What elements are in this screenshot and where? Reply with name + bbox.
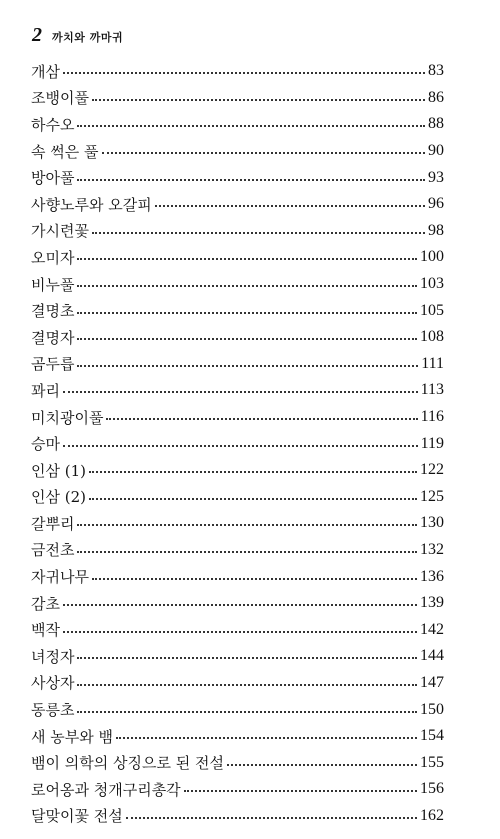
toc-entry-title: 승마: [31, 435, 60, 454]
dot-leader: [89, 470, 417, 473]
dot-leader: [63, 390, 418, 393]
toc-entry-title: 자귀나무: [31, 568, 89, 587]
dot-leader: [77, 656, 417, 659]
toc-entry-title: 감초: [31, 594, 60, 613]
toc-entry-page: 100: [420, 248, 444, 266]
toc-entry-title: 가시련꽃: [31, 222, 89, 241]
toc-entry-page: 116: [420, 408, 444, 426]
table-of-contents: [31, 58, 444, 829]
toc-entry: [31, 351, 444, 378]
toc-entry-page: 162: [420, 806, 444, 824]
dot-leader: [92, 231, 425, 234]
toc-entry-title: 달맞이꽃 전설: [31, 807, 123, 826]
page-header: [32, 24, 123, 47]
dot-leader: [77, 683, 417, 686]
toc-entry: [31, 218, 444, 245]
toc-entry: [31, 643, 444, 670]
toc-entry-page: 139: [420, 594, 444, 612]
toc-entry-title: 곰두릅: [31, 355, 75, 374]
toc-entry-title: 결명자: [31, 328, 75, 347]
toc-entry-title: 비누풀: [31, 275, 75, 294]
toc-entry-title: 동릉초: [31, 701, 75, 720]
toc-entry-title: 사향노루와 오갈피: [31, 195, 152, 214]
dot-leader: [77, 284, 417, 287]
dot-leader: [77, 550, 417, 553]
page-number: 2: [32, 24, 42, 46]
toc-entry-page: 86: [428, 88, 444, 106]
dot-leader: [63, 444, 418, 447]
toc-entry: [31, 191, 444, 218]
dot-leader: [77, 337, 417, 340]
dot-leader: [89, 497, 417, 500]
toc-entry-title: 로어옹과 청개구리총각: [31, 780, 181, 799]
toc-entry-page: 132: [420, 540, 444, 558]
toc-entry-page: 88: [428, 115, 444, 133]
toc-entry-title: 오미자: [31, 248, 75, 267]
toc-entry: [31, 271, 444, 298]
toc-entry: [31, 563, 444, 590]
toc-entry-title: 속 썩은 풀: [31, 142, 99, 161]
toc-entry-title: 녀정자: [31, 647, 75, 666]
toc-entry: [31, 297, 444, 324]
toc-entry: [31, 749, 444, 776]
dot-leader: [92, 98, 425, 101]
dot-leader: [77, 178, 425, 181]
dot-leader: [184, 789, 417, 792]
toc-entry: [31, 670, 444, 697]
dot-leader: [63, 630, 417, 633]
toc-entry: [31, 457, 444, 484]
toc-entry: [31, 776, 444, 803]
dot-leader: [77, 311, 417, 314]
dot-leader: [126, 816, 417, 819]
toc-entry-page: 144: [420, 647, 444, 665]
toc-entry-title: 미치광이풀: [31, 408, 104, 427]
toc-entry-title: 방아풀: [31, 169, 75, 188]
toc-entry-title: 새 농부와 뱀: [31, 727, 113, 746]
dot-leader: [77, 523, 417, 526]
toc-entry: [31, 404, 444, 431]
toc-entry-page: 119: [420, 434, 444, 452]
toc-entry: [31, 138, 444, 165]
toc-entry-page: 105: [420, 301, 444, 319]
toc-entry-title: 조뱅이풀: [31, 89, 89, 108]
toc-entry: [31, 510, 444, 537]
toc-entry: [31, 803, 444, 830]
toc-entry-title: 갈뿌리: [31, 514, 75, 533]
toc-entry-page: 156: [420, 780, 444, 798]
dot-leader: [63, 71, 425, 74]
toc-entry: [31, 696, 444, 723]
toc-entry-page: 83: [428, 62, 444, 80]
toc-entry-page: 96: [428, 195, 444, 213]
toc-entry-page: 103: [420, 275, 444, 293]
toc-entry: [31, 324, 444, 351]
toc-entry-title: 하수오: [31, 115, 75, 134]
dot-leader: [102, 151, 426, 154]
toc-entry-title: 개삼: [31, 62, 60, 81]
toc-entry-page: 147: [420, 673, 444, 691]
running-title: 까치와 까마귀: [52, 31, 124, 44]
toc-entry-page: 98: [428, 221, 444, 239]
dot-leader: [77, 364, 418, 367]
dot-leader: [77, 124, 425, 127]
toc-entry-page: 130: [420, 514, 444, 532]
toc-entry: [31, 590, 444, 617]
toc-entry-page: 108: [420, 328, 444, 346]
toc-entry-title: 백작: [31, 621, 60, 640]
dot-leader: [116, 736, 417, 739]
toc-entry-title: 꽈리: [31, 381, 60, 400]
dot-leader: [77, 710, 417, 713]
toc-entry-page: 155: [420, 753, 444, 771]
toc-entry: [31, 244, 444, 271]
toc-entry-title: 인삼 (2): [31, 488, 86, 507]
toc-entry: [31, 85, 444, 112]
toc-entry-title: 인삼 (1): [31, 461, 86, 480]
toc-entry-title: 사상자: [31, 674, 75, 693]
toc-entry-page: 136: [420, 567, 444, 585]
dot-leader: [227, 763, 417, 766]
toc-entry-title: 결명초: [31, 302, 75, 321]
toc-entry: [31, 616, 444, 643]
toc-entry-page: 111: [421, 354, 444, 372]
dot-leader: [63, 603, 417, 606]
toc-entry-title: 금전초: [31, 541, 75, 560]
toc-entry-page: 122: [420, 461, 444, 479]
toc-entry-title: 뱀이 의학의 상징으로 된 전설: [31, 754, 224, 773]
dot-leader: [106, 417, 417, 420]
toc-entry: [31, 537, 444, 564]
toc-entry-page: 150: [420, 700, 444, 718]
toc-entry-page: 125: [420, 487, 444, 505]
toc-entry: [31, 484, 444, 511]
toc-entry: [31, 111, 444, 138]
dot-leader: [92, 577, 417, 580]
dot-leader: [155, 204, 425, 207]
toc-entry: [31, 58, 444, 85]
toc-entry-page: 142: [420, 620, 444, 638]
toc-entry: [31, 164, 444, 191]
toc-entry: [31, 723, 444, 750]
toc-entry: [31, 430, 444, 457]
toc-entry-page: 93: [428, 168, 444, 186]
toc-entry-page: 154: [420, 727, 444, 745]
dot-leader: [77, 257, 417, 260]
toc-entry-page: 113: [420, 381, 444, 399]
toc-entry-page: 90: [428, 142, 444, 160]
toc-entry: [31, 377, 444, 404]
